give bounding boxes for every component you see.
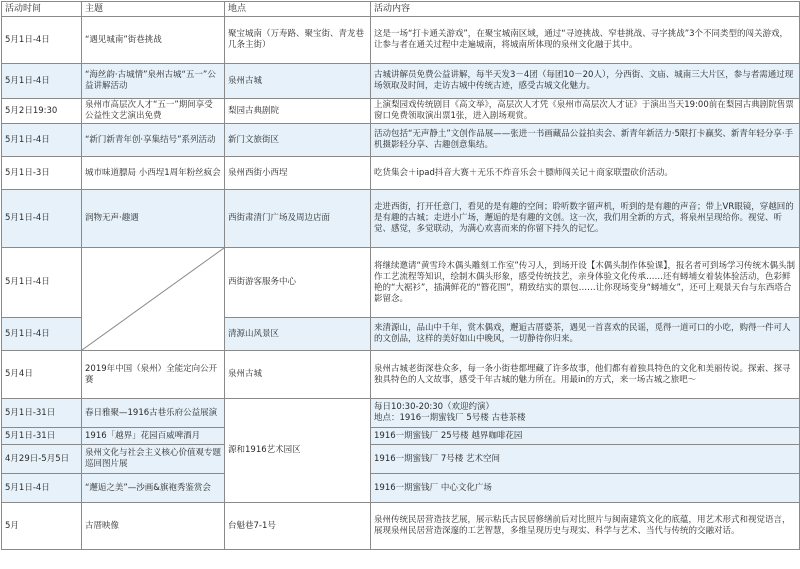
cell-content: 每日10:30-20:30（欢迎约演） 地点：1916一期蜜钱厂 5号楼 古巷茶楼 — [371, 399, 800, 428]
table-row — [2, 124, 800, 157]
cell-location: 新门文旅街区 — [225, 124, 371, 157]
table-row — [2, 445, 800, 474]
cell-time: 5月1日-4日 — [2, 248, 82, 318]
cell-content: 1916一期蜜钱厂 25号楼 越界咖啡花园 — [371, 428, 800, 445]
cell-content: 将继续邀请“黄雪玲木偶头雕刻工作室”传习人，到场开设【木偶头制作体验课】，报名者可到场学习传统木偶头制作工艺流程等知识，绘制木偶头形象，感受传统技艺，亲身体验文化传承……还有蟳埔女着装体验活动，色彩鲜艳的“大裾衫”，插满鲜花的“簪花围”，精致结实的票包……让你现场变身“蟳埔女”，还可上观景天台与东西塔合影留念。 — [371, 248, 800, 318]
event-schedule-table — [1, 1, 800, 550]
cell-time: 5月1日-4日 — [2, 64, 82, 99]
cell-content: 上演梨园戏传统剧目《高文举》，高层次人才凭《泉州市高层次人才证》于演出当天19:00前在梨园古典剧院售票窗口免费领取演出票1张，进入剧场观赏。 — [371, 99, 800, 124]
cell-location: 聚宝城南（万寿路、聚宝街、青龙巷几条主街） — [225, 17, 371, 64]
cell-location: 台魁巷7-1号 — [225, 503, 371, 550]
table-row — [2, 503, 800, 550]
table-row — [2, 64, 800, 99]
cell-time: 5月1日-31日 — [2, 399, 82, 428]
cell-time: 5月1日-4日 — [2, 474, 82, 503]
header-time: 活动时间 — [2, 2, 82, 17]
table-row — [2, 351, 800, 399]
cell-time: 5月1日-3日 — [2, 157, 82, 190]
cell-time: 5月4日 — [2, 351, 82, 399]
cell-theme: 泉州文化与社会主义核心价值观专题巡回图片展 — [82, 445, 225, 474]
cell-content: 走进西街，打开任意门，看见的是有趣的空间；聆听数字留声机，听到的是有趣的声音；带上VR眼镜，穿越回的是有趣的古城；走进小广场，邂逅的是有趣的文创。这一次，我们用全新的方式，将泉州呈现给你。视觉、听觉、感觉，多觉联动，为满心欢喜而来的你留下持久的记忆。 — [371, 190, 800, 248]
header-location: 地点 — [225, 2, 371, 17]
cell-content: 来清源山，品山中千年，赏木偶戏，邂逅古厝婆茶，遇见一首喜欢的民谣，觅得一道可口的小吃，购得一件可人的文创品，这样的美好如山中晚风，一切静待你归来。 — [371, 318, 800, 351]
table-row — [2, 399, 800, 428]
cell-content: 1916一期蜜钱厂 中心文化广场 — [371, 474, 800, 503]
table-row — [2, 190, 800, 248]
cell-time: 5月1日-4日 — [2, 124, 82, 157]
cell-location: 源和1916艺术园区 — [225, 399, 371, 503]
cell-time: 4月29日-5月5日 — [2, 445, 82, 474]
cell-theme: 古厝映像 — [82, 503, 225, 550]
table-header-row — [2, 2, 800, 17]
cell-theme: 1916「越界」花园百威啤酒月 — [82, 428, 225, 445]
table-row — [2, 474, 800, 503]
table-row — [2, 17, 800, 64]
cell-content: 这是一场“打卡通关游戏”，在聚宝城南区域，通过“寻迹挑战、窄巷挑战、寻字挑战”3个不同类型的闯关游戏，让参与者在通关过程中走遍城南，将城南所体现的泉州文化融于其中。 — [371, 17, 800, 64]
cell-location: 清源山风景区 — [225, 318, 371, 351]
cell-content: 1916一期蜜钱厂 7号楼 艺术空间 — [371, 445, 800, 474]
cell-location: 梨园古典剧院 — [225, 99, 371, 124]
cell-time: 5月1日-4日 — [2, 318, 82, 351]
cell-time: 5月1日-4日 — [2, 17, 82, 64]
cell-content: 吃货集会＋ipad抖音大赛＋无乐不炸音乐会＋膘师闯关记＋商家联盟砍价活动。 — [371, 157, 800, 190]
cell-time: 5月 — [2, 503, 82, 550]
cell-theme: “海丝韵·古城情”泉州古城“五一”公益讲解活动 — [82, 64, 225, 99]
cell-theme: “新门新青年创·享集结号”系列活动 — [82, 124, 225, 157]
cell-time: 5月1日-4日 — [2, 190, 82, 248]
cell-theme: 泉州市高层次人才“五一”期间享受公益性文艺演出免费 — [82, 99, 225, 124]
cell-theme: 润物无声·趣遇 — [82, 190, 225, 248]
cell-theme-empty-diagonal — [82, 248, 225, 351]
cell-location: 西街肃清门广场及周边店面 — [225, 190, 371, 248]
diagonal-line-icon — [82, 248, 224, 350]
cell-location: 西街游客服务中心 — [225, 248, 371, 318]
cell-theme: 城市味道膘局 小西埕1周年粉丝疯会 — [82, 157, 225, 190]
cell-time: 5月1日-31日 — [2, 428, 82, 445]
cell-content: 古城讲解员免费公益讲解，每半天发3－4团（每团10－20人），分西街、文庙、城南三大片区，参与者需通过现场领取及时间，走访古城中传统古迹，感受古城文化魅力。 — [371, 64, 800, 99]
cell-theme: 春日雅聚—1916古巷乐府公益展演 — [82, 399, 225, 428]
table-row — [2, 99, 800, 124]
table-row — [2, 157, 800, 190]
table-row — [2, 428, 800, 445]
cell-content: 活动包括“无声静土”文创作品展——张进一书画藏品公益拍卖会、新青年新活力·5限打卡赢奖、新青年轻分享·手机摄影轻分享、古趣创意集结。 — [371, 124, 800, 157]
cell-theme: 2019年中国（泉州）全能定向公开赛 — [82, 351, 225, 399]
table-row — [2, 248, 800, 318]
cell-theme: “遇见城南”街巷挑战 — [82, 17, 225, 64]
cell-theme: “邂逅之美”—沙画&旗袍秀鉴赏会 — [82, 474, 225, 503]
cell-location: 泉州古城 — [225, 64, 371, 99]
header-content: 活动内容 — [371, 2, 800, 17]
cell-location: 泉州古城 — [225, 351, 371, 399]
cell-content: 泉州古城老街深巷众多，每一条小街巷都埋藏了许多故事，他们都有着独具特色的文化和美丽传说。探索、探寻独具特色的人文故事，感受千年古城的魅力所在。用最in的方式，来一场古城之旅吧～ — [371, 351, 800, 399]
cell-content: 泉州传统民居营造技艺展，展示粘氏古民居修缮前后对比照片与闽南建筑文化的底蕴，用艺术形式和视觉语言，展现泉州民居营造深邃的工艺智慧，多维呈现历史与现实、科学与艺术、当代与传统的交融对话。 — [371, 503, 800, 550]
cell-location: 泉州西街小西埕 — [225, 157, 371, 190]
header-theme: 主题 — [82, 2, 225, 17]
cell-time: 5月2日19:30 — [2, 99, 82, 124]
